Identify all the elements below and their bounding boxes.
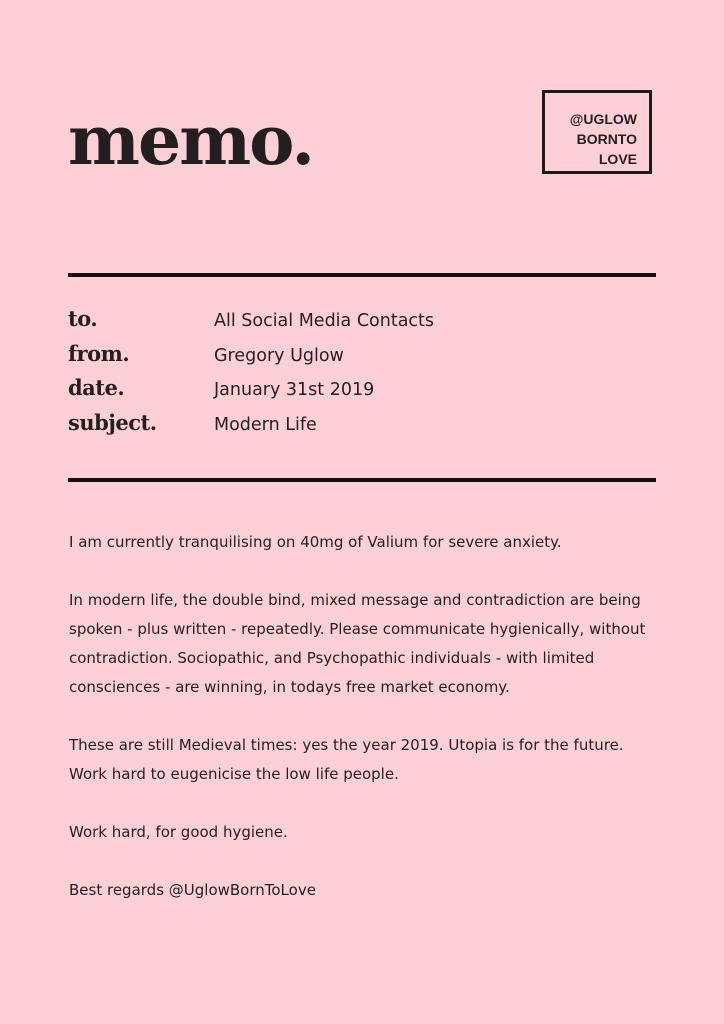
top-divider [68,273,656,277]
handle-line-1: @UGLOW [569,111,637,127]
to-value: All Social Media Contacts [214,311,435,331]
body-paragraph-2: In modern life, the double bind, mixed message and contradiction are being spoken - plus written - repeatedly. Please communicate hygienically, without contradiction. Sociopathic, and Psychopathic individuals - with limited consciences - are winning, in todays free market economy. [69,591,646,696]
body-paragraph-4: Work hard, for good hygiene. [69,823,288,841]
bottom-divider [68,478,656,482]
from-value: Gregory Uglow [214,345,344,366]
subject-label: subject. [68,409,157,435]
to-row [68,306,656,341]
body-paragraph-1: I am currently tranquilising on 40mg of Valium for severe anxiety. [69,533,562,551]
subject-row [68,410,656,445]
date-value: January 31st 2019 [214,380,375,400]
subject-value: Modern Life [214,414,317,435]
memo-title: memo. [68,101,313,181]
handle-box [542,90,652,174]
memo-body [69,528,659,934]
signoff: Best regards @UglowBornToLove [69,881,316,899]
date-label: date. [68,375,125,400]
to-label: to. [68,306,98,331]
from-label: from. [68,340,130,366]
handle-line-3: LOVE [598,151,637,167]
body-paragraph-3: These are still Medieval times: yes the year 2019. Utopia is for the future. Work hard to eugenicise the low life people. [69,736,624,783]
from-row [68,341,656,376]
handle-line-2: BORNTO [576,131,637,147]
date-row [68,375,656,410]
memo-header-fields [68,306,656,444]
